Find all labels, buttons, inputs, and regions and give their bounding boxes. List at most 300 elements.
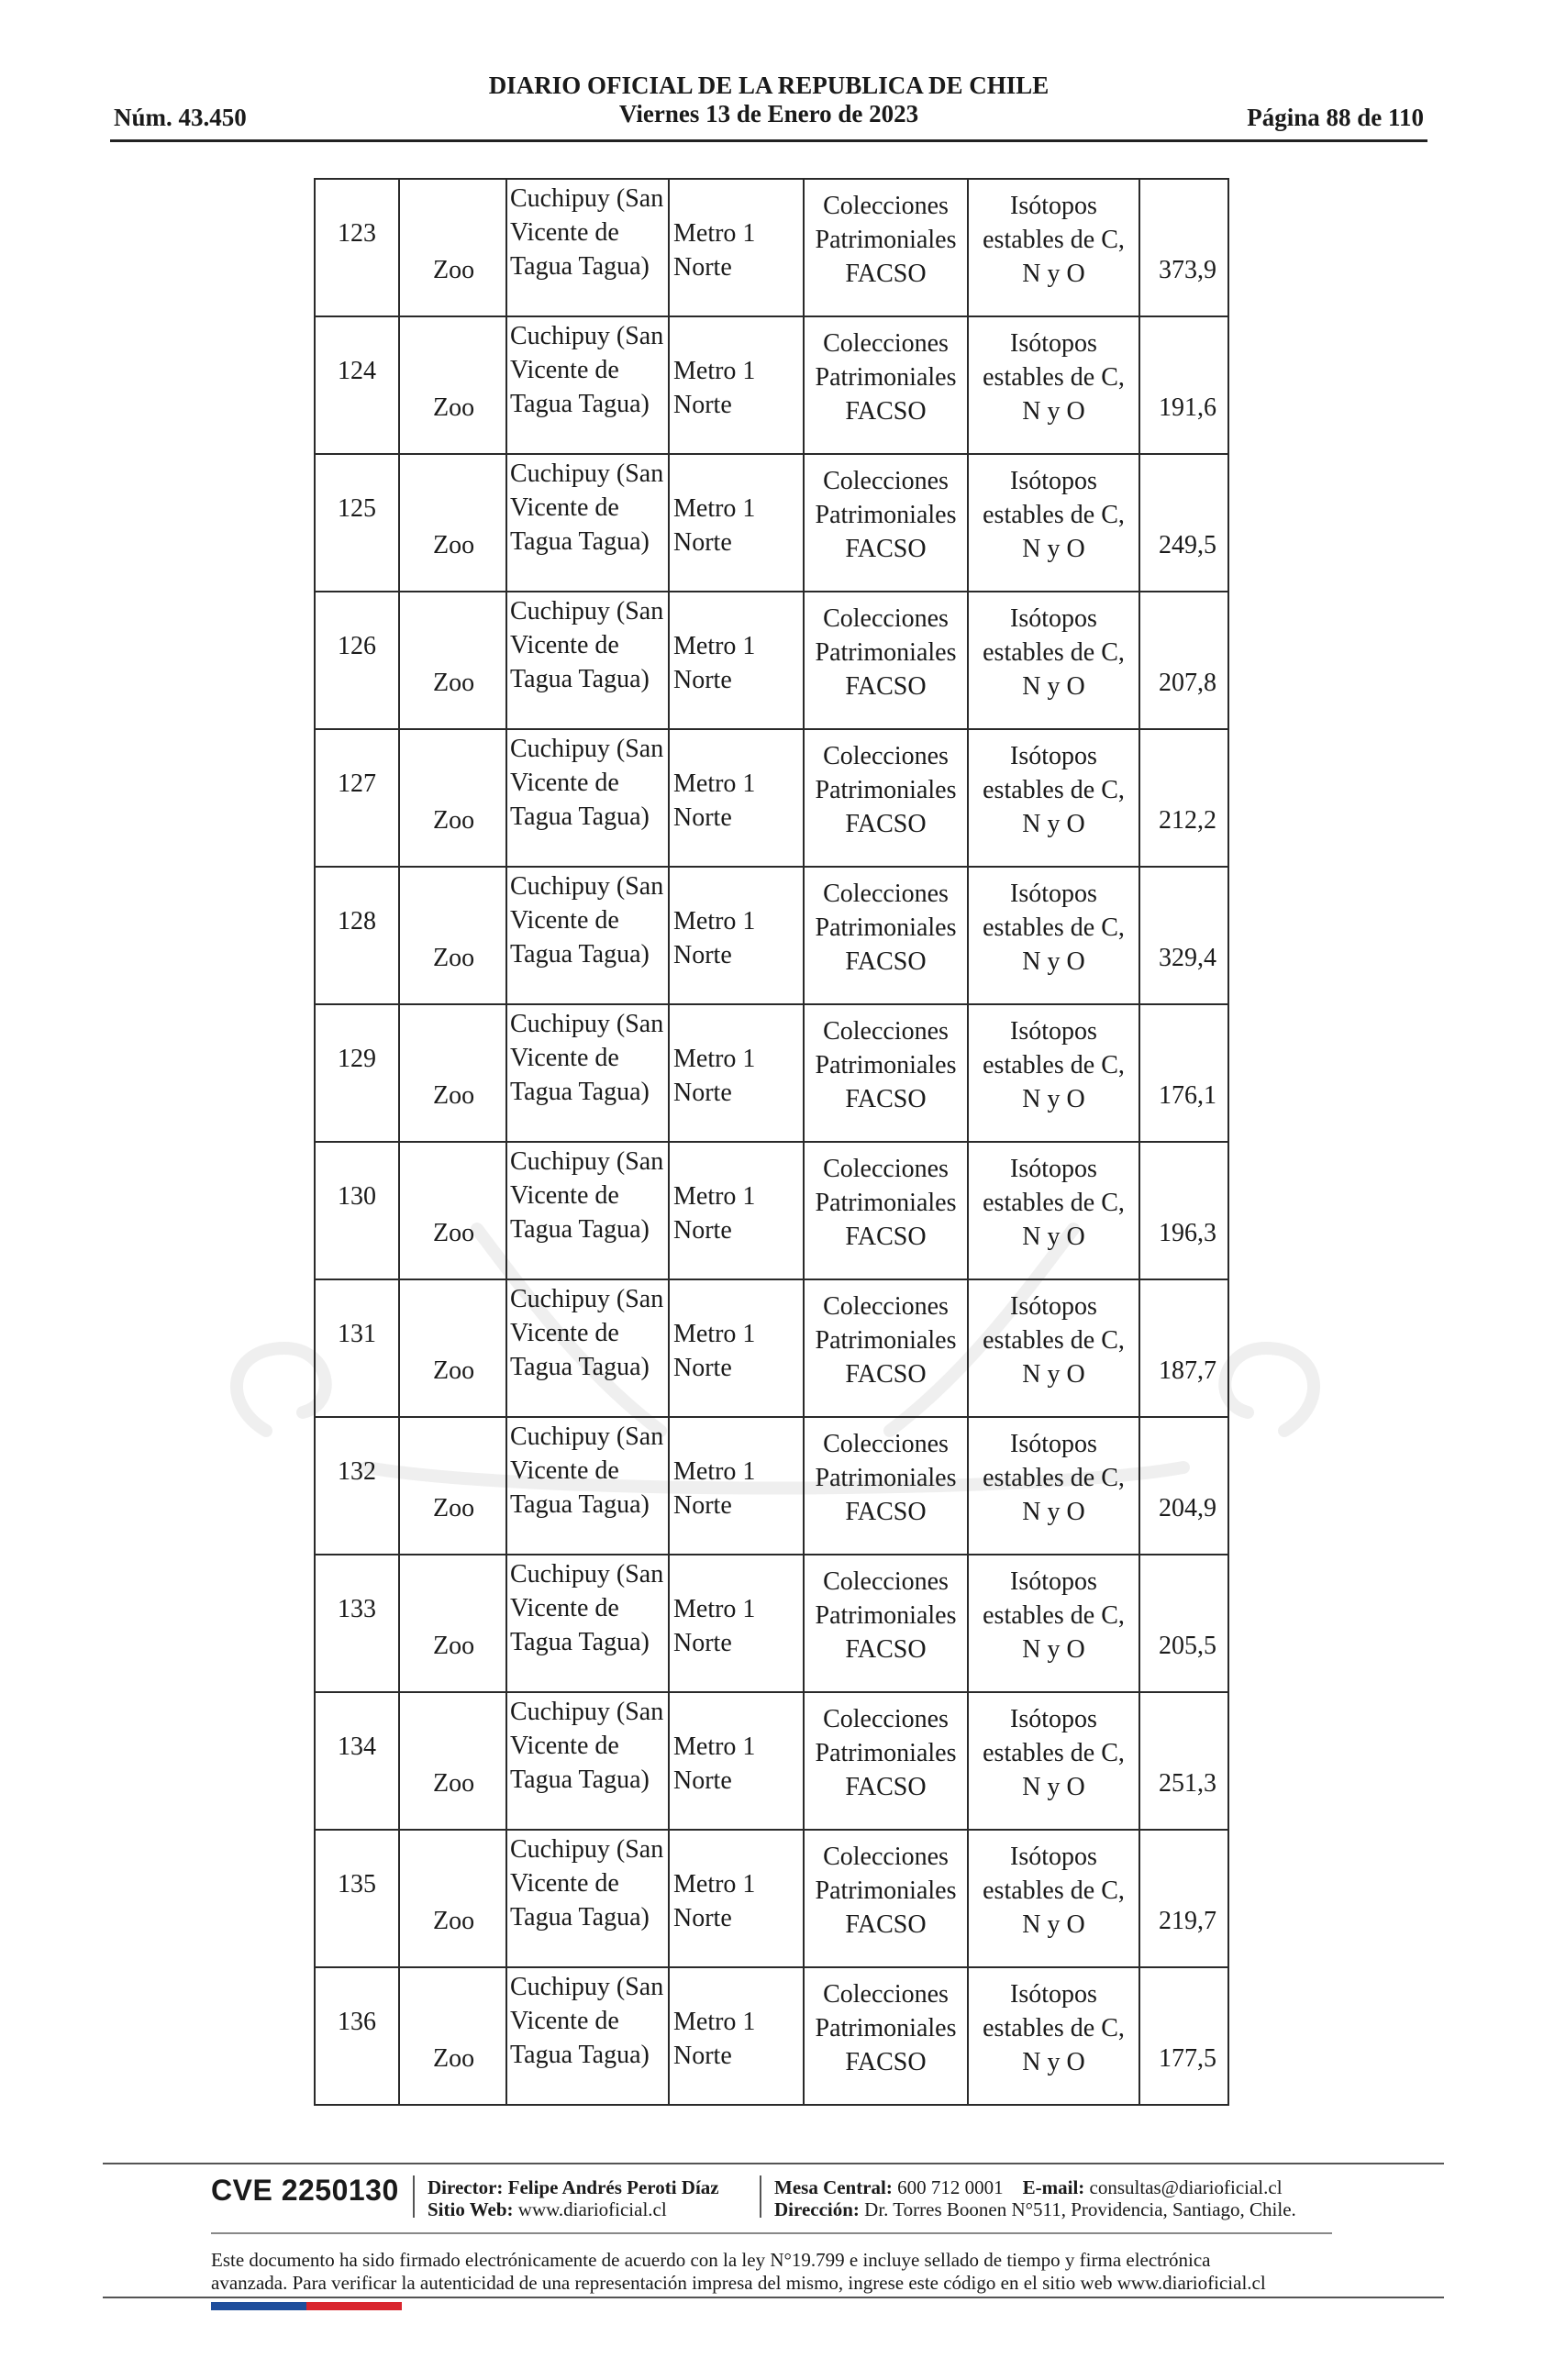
analysis-line: estables de C, [983, 501, 1125, 529]
specimen-value: 373,9 [1159, 256, 1216, 284]
collection-line: FACSO [845, 810, 927, 838]
page-number: Página 88 de 110 [1247, 104, 1424, 131]
analysis-line: Isótopos [1010, 1567, 1097, 1596]
specimen-number: 125 [338, 494, 376, 523]
location-line: Tagua Tagua) [510, 803, 650, 831]
cell-analysis [968, 1967, 1139, 2105]
cell-type [399, 592, 506, 729]
collection-line: FACSO [845, 535, 927, 563]
analysis-line: Isótopos [1010, 1155, 1097, 1183]
cell-number [315, 1142, 399, 1279]
cell-sector [669, 867, 804, 1004]
collection-line: Colecciones [823, 1705, 949, 1733]
cell-sector [669, 1279, 804, 1417]
specimen-type: Zoo [433, 1632, 475, 1660]
sector-line: Metro 1 [673, 1320, 756, 1348]
analysis-line: Isótopos [1010, 742, 1097, 770]
collection-line: Patrimoniales [815, 1464, 957, 1492]
collection-line: Colecciones [823, 329, 949, 358]
cell-analysis [968, 179, 1139, 316]
cell-type [399, 1830, 506, 1967]
sector-line: Metro 1 [673, 1870, 756, 1898]
table-row [315, 1555, 1228, 1692]
analysis-line: N y O [1022, 1635, 1085, 1664]
collection-line: FACSO [845, 672, 927, 701]
analysis-line: Isótopos [1010, 1843, 1097, 1871]
cell-location [506, 729, 669, 867]
cell-analysis [968, 316, 1139, 454]
specimen-type: Zoo [433, 1081, 475, 1110]
cell-type [399, 1555, 506, 1692]
table-row [315, 867, 1228, 1004]
address-value: Dr. Torres Boonen N°511, Providencia, Santiago, Chile. [864, 2198, 1296, 2220]
collection-line: Patrimoniales [815, 776, 957, 804]
collection-line: Colecciones [823, 1980, 949, 2009]
collection-line: Patrimoniales [815, 1876, 957, 1905]
location-line: Tagua Tagua) [510, 1215, 650, 1244]
collection-line: FACSO [845, 1085, 927, 1113]
collection-line: Colecciones [823, 1430, 949, 1458]
specimen-number: 132 [338, 1457, 376, 1486]
cve-code: CVE 2250130 [211, 2174, 399, 2207]
phone-value: 600 712 0001 [897, 2176, 1004, 2198]
masthead-date: Viernes 13 de Enero de 2023 [618, 100, 919, 127]
analysis-line: N y O [1022, 535, 1085, 563]
specimen-type: Zoo [433, 944, 475, 972]
cell-analysis [968, 729, 1139, 867]
location-line: Vicente de [510, 1869, 619, 1898]
cell-number [315, 316, 399, 454]
cell-number [315, 1555, 399, 1692]
location-line: Cuchipuy (San [510, 1010, 664, 1038]
specimen-value: 191,6 [1159, 393, 1216, 422]
specimen-number: 136 [338, 2008, 376, 2036]
cell-collection [804, 179, 968, 316]
cell-location [506, 1692, 669, 1830]
location-line: Tagua Tagua) [510, 1628, 650, 1656]
specimen-value: 176,1 [1159, 1081, 1216, 1110]
cell-analysis [968, 1692, 1139, 1830]
location-line: Tagua Tagua) [510, 390, 650, 418]
sector-line: Metro 1 [673, 907, 756, 935]
location-line: Vicente de [510, 2007, 619, 2035]
cell-location [506, 1830, 669, 1967]
analysis-line: Isótopos [1010, 1980, 1097, 2009]
location-line: Tagua Tagua) [510, 1490, 650, 1519]
specimen-type: Zoo [433, 1769, 475, 1798]
cell-number [315, 867, 399, 1004]
location-line: Tagua Tagua) [510, 1766, 650, 1794]
specimen-number: 131 [338, 1320, 376, 1348]
collection-line: Patrimoniales [815, 363, 957, 392]
table-row [315, 1279, 1228, 1417]
sector-line: Metro 1 [673, 1732, 756, 1761]
cell-location [506, 867, 669, 1004]
specimen-table [314, 178, 1229, 2106]
sector-line: Metro 1 [673, 769, 756, 798]
footer-rule-middle [211, 2232, 1332, 2234]
specimen-number: 129 [338, 1045, 376, 1073]
cell-sector [669, 1967, 804, 2105]
footer-separator-1 [413, 2175, 415, 2218]
specimen-value: 207,8 [1159, 669, 1216, 697]
location-line: Cuchipuy (San [510, 1973, 664, 2001]
location-line: Vicente de [510, 1044, 619, 1072]
collection-line: FACSO [845, 260, 927, 288]
analysis-line: N y O [1022, 672, 1085, 701]
sector-line: Metro 1 [673, 1045, 756, 1073]
specimen-type: Zoo [433, 1907, 475, 1935]
collection-line: Patrimoniales [815, 1189, 957, 1217]
specimen-value: 204,9 [1159, 1494, 1216, 1522]
specimen-number: 130 [338, 1182, 376, 1211]
cell-collection [804, 1142, 968, 1279]
sector-line: Norte [673, 666, 732, 694]
cell-analysis [968, 1417, 1139, 1555]
director-name: Felipe Andrés Peroti Díaz [507, 2176, 719, 2198]
collection-line: Colecciones [823, 467, 949, 495]
table-row [315, 1417, 1228, 1555]
cell-collection [804, 1830, 968, 1967]
analysis-line: Isótopos [1010, 467, 1097, 495]
cell-value [1139, 179, 1228, 316]
location-line: Vicente de [510, 1732, 619, 1760]
footer-separator-2 [760, 2175, 761, 2218]
collection-line: Patrimoniales [815, 1326, 957, 1355]
collection-line: Patrimoniales [815, 501, 957, 529]
cell-value [1139, 729, 1228, 867]
cell-value [1139, 1417, 1228, 1555]
cell-number [315, 1417, 399, 1555]
collection-line: Colecciones [823, 1292, 949, 1321]
location-line: Tagua Tagua) [510, 527, 650, 556]
location-line: Tagua Tagua) [510, 665, 650, 693]
location-line: Cuchipuy (San [510, 1147, 664, 1176]
location-line: Vicente de [510, 356, 619, 384]
analysis-line: estables de C, [983, 1464, 1125, 1492]
specimen-type: Zoo [433, 669, 475, 697]
collection-line: Colecciones [823, 880, 949, 908]
email-link[interactable]: consultas@diarioficial.cl [1089, 2176, 1283, 2198]
analysis-line: estables de C, [983, 1739, 1125, 1767]
location-line: Tagua Tagua) [510, 252, 650, 281]
sector-line: Metro 1 [673, 219, 756, 248]
location-line: Vicente de [510, 1181, 619, 1210]
analysis-line: estables de C, [983, 776, 1125, 804]
cell-location [506, 316, 669, 454]
specimen-value: 249,5 [1159, 531, 1216, 559]
collection-line: FACSO [845, 1360, 927, 1389]
analysis-line: estables de C, [983, 2014, 1125, 2042]
address-label: Dirección: [774, 2198, 860, 2220]
cell-analysis [968, 1830, 1139, 1967]
cell-collection [804, 454, 968, 592]
cell-collection [804, 1967, 968, 2105]
footer-rule-top [103, 2163, 1444, 2164]
page-header [110, 72, 1427, 142]
cell-sector [669, 1004, 804, 1142]
sector-line: Norte [673, 391, 732, 419]
collection-line: FACSO [845, 947, 927, 976]
cell-type [399, 179, 506, 316]
sector-line: Metro 1 [673, 1595, 756, 1623]
cell-sector [669, 592, 804, 729]
cell-type [399, 1967, 506, 2105]
analysis-line: N y O [1022, 2048, 1085, 2076]
contact-info [774, 2176, 1296, 2220]
location-line: Cuchipuy (San [510, 735, 664, 763]
cell-type [399, 867, 506, 1004]
location-line: Tagua Tagua) [510, 2041, 650, 2069]
footer-rule-bottom [103, 2297, 1444, 2298]
specimen-number: 128 [338, 907, 376, 935]
collection-line: Patrimoniales [815, 638, 957, 667]
analysis-line: estables de C, [983, 1876, 1125, 1905]
sector-line: Metro 1 [673, 494, 756, 523]
cell-sector [669, 1692, 804, 1830]
flag-red [306, 2302, 402, 2310]
analysis-line: N y O [1022, 947, 1085, 976]
sector-line: Norte [673, 1491, 732, 1520]
cell-sector [669, 316, 804, 454]
sector-line: Norte [673, 941, 732, 969]
location-line: Cuchipuy (San [510, 1698, 664, 1726]
analysis-line: Isótopos [1010, 1705, 1097, 1733]
analysis-line: N y O [1022, 260, 1085, 288]
table-row [315, 1142, 1228, 1279]
specimen-number: 134 [338, 1732, 376, 1761]
analysis-line: N y O [1022, 1360, 1085, 1389]
cell-value [1139, 1555, 1228, 1692]
cell-number [315, 1692, 399, 1830]
collection-line: FACSO [845, 1223, 927, 1251]
location-line: Cuchipuy (San [510, 1285, 664, 1313]
specimen-value: 187,7 [1159, 1356, 1216, 1385]
sector-line: Norte [673, 2042, 732, 2070]
site-label: Sitio Web: [428, 2198, 514, 2220]
cell-type [399, 729, 506, 867]
specimen-value: 177,5 [1159, 2044, 1216, 2073]
collection-line: Patrimoniales [815, 2014, 957, 2042]
cell-sector [669, 1142, 804, 1279]
director-label: Director: [428, 2176, 504, 2198]
cell-number [315, 1004, 399, 1142]
location-line: Vicente de [510, 906, 619, 935]
cell-type [399, 1142, 506, 1279]
site-link[interactable]: www.diarioficial.cl [517, 2198, 667, 2220]
sector-line: Norte [673, 1766, 732, 1795]
cell-value [1139, 592, 1228, 729]
specimen-type: Zoo [433, 806, 475, 835]
cell-value [1139, 454, 1228, 592]
location-line: Vicente de [510, 769, 619, 797]
cell-location [506, 1142, 669, 1279]
cell-analysis [968, 1004, 1139, 1142]
cell-value [1139, 1279, 1228, 1417]
specimen-type: Zoo [433, 2044, 475, 2073]
flag-blue [211, 2302, 306, 2310]
table-row [315, 592, 1228, 729]
cell-collection [804, 1692, 968, 1830]
specimen-type: Zoo [433, 256, 475, 284]
legal-notice [211, 2249, 1367, 2295]
collection-line: Patrimoniales [815, 1601, 957, 1630]
sector-line: Norte [673, 253, 732, 282]
cell-location [506, 1555, 669, 1692]
specimen-value: 219,7 [1159, 1907, 1216, 1935]
table-row [315, 179, 1228, 316]
cell-collection [804, 1417, 968, 1555]
collection-line: FACSO [845, 1498, 927, 1526]
sector-line: Metro 1 [673, 2008, 756, 2036]
location-line: Cuchipuy (San [510, 872, 664, 901]
cell-analysis [968, 1142, 1139, 1279]
cell-value [1139, 316, 1228, 454]
sector-line: Metro 1 [673, 1457, 756, 1486]
collection-line: FACSO [845, 1910, 927, 1939]
collection-line: Colecciones [823, 192, 949, 220]
legal-line-1: Este documento ha sido firmado electrónicamente de acuerdo con la ley N°19.799 e incluye sellado de tiempo y firma electrónica [211, 2249, 1211, 2271]
cell-analysis [968, 1555, 1139, 1692]
cell-location [506, 179, 669, 316]
cell-location [506, 1004, 669, 1142]
collection-line: FACSO [845, 397, 927, 426]
table-row [315, 1692, 1228, 1830]
analysis-line: N y O [1022, 397, 1085, 426]
collection-line: Colecciones [823, 742, 949, 770]
analysis-line: estables de C, [983, 1326, 1125, 1355]
collection-line: Patrimoniales [815, 226, 957, 254]
issue-number: Núm. 43.450 [114, 104, 247, 131]
location-line: Cuchipuy (San [510, 184, 664, 213]
cell-collection [804, 592, 968, 729]
analysis-line: N y O [1022, 1223, 1085, 1251]
collection-line: Colecciones [823, 1155, 949, 1183]
cell-location [506, 592, 669, 729]
analysis-line: estables de C, [983, 1601, 1125, 1630]
masthead-title: DIARIO OFICIAL DE LA REPUBLICA DE CHILE [488, 72, 1050, 99]
specimen-type: Zoo [433, 393, 475, 422]
table-row [315, 316, 1228, 454]
cell-number [315, 729, 399, 867]
sector-line: Norte [673, 1079, 732, 1107]
analysis-line: Isótopos [1010, 604, 1097, 633]
collection-line: Patrimoniales [815, 913, 957, 942]
cell-type [399, 454, 506, 592]
collection-line: FACSO [845, 2048, 927, 2076]
specimen-value: 329,4 [1159, 944, 1216, 972]
cell-number [315, 454, 399, 592]
specimen-number: 127 [338, 769, 376, 798]
location-line: Cuchipuy (San [510, 597, 664, 625]
collection-line: Colecciones [823, 1017, 949, 1046]
analysis-line: Isótopos [1010, 1017, 1097, 1046]
table-row [315, 729, 1228, 867]
cell-value [1139, 867, 1228, 1004]
table-row [315, 1967, 1228, 2105]
analysis-line: estables de C, [983, 1189, 1125, 1217]
cell-sector [669, 454, 804, 592]
cell-collection [804, 316, 968, 454]
sector-line: Metro 1 [673, 632, 756, 660]
cell-type [399, 316, 506, 454]
cell-number [315, 179, 399, 316]
analysis-line: N y O [1022, 1498, 1085, 1526]
analysis-line: Isótopos [1010, 880, 1097, 908]
cell-analysis [968, 454, 1139, 592]
sector-line: Norte [673, 803, 732, 832]
cell-value [1139, 1142, 1228, 1279]
cell-value [1139, 1830, 1228, 1967]
cell-number [315, 592, 399, 729]
analysis-line: estables de C, [983, 1051, 1125, 1079]
cell-analysis [968, 592, 1139, 729]
location-line: Tagua Tagua) [510, 940, 650, 969]
analysis-line: estables de C, [983, 226, 1125, 254]
email-label: E-mail: [1022, 2176, 1085, 2198]
cell-analysis [968, 1279, 1139, 1417]
location-line: Vicente de [510, 1594, 619, 1622]
sector-line: Norte [673, 1629, 732, 1657]
cell-number [315, 1279, 399, 1417]
analysis-line: N y O [1022, 1085, 1085, 1113]
sector-line: Norte [673, 1216, 732, 1245]
table-row [315, 1004, 1228, 1142]
cell-type [399, 1279, 506, 1417]
specimen-number: 124 [338, 357, 376, 385]
sector-line: Norte [673, 1904, 732, 1932]
cell-sector [669, 1555, 804, 1692]
collection-line: Colecciones [823, 1567, 949, 1596]
specimen-value: 196,3 [1159, 1219, 1216, 1247]
sector-line: Metro 1 [673, 1182, 756, 1211]
collection-line: Patrimoniales [815, 1739, 957, 1767]
collection-line: Patrimoniales [815, 1051, 957, 1079]
cell-analysis [968, 867, 1139, 1004]
cell-location [506, 1279, 669, 1417]
collection-line: FACSO [845, 1773, 927, 1801]
specimen-type: Zoo [433, 1494, 475, 1522]
specimen-number: 135 [338, 1870, 376, 1898]
location-line: Vicente de [510, 218, 619, 247]
cell-collection [804, 1004, 968, 1142]
location-line: Tagua Tagua) [510, 1353, 650, 1381]
collection-line: Colecciones [823, 1843, 949, 1871]
specimen-value: 205,5 [1159, 1632, 1216, 1660]
analysis-line: N y O [1022, 1910, 1085, 1939]
specimen-type: Zoo [433, 531, 475, 559]
location-line: Cuchipuy (San [510, 1835, 664, 1864]
specimen-number: 123 [338, 219, 376, 248]
analysis-line: estables de C, [983, 913, 1125, 942]
analysis-line: Isótopos [1010, 1292, 1097, 1321]
table-row [315, 1830, 1228, 1967]
analysis-line: Isótopos [1010, 329, 1097, 358]
cell-value [1139, 1004, 1228, 1142]
cell-type [399, 1004, 506, 1142]
analysis-line: Isótopos [1010, 192, 1097, 220]
location-line: Vicente de [510, 1456, 619, 1485]
cell-value [1139, 1692, 1228, 1830]
cell-sector [669, 729, 804, 867]
cell-number [315, 1830, 399, 1967]
location-line: Cuchipuy (San [510, 1560, 664, 1589]
location-line: Vicente de [510, 631, 619, 659]
specimen-type: Zoo [433, 1356, 475, 1385]
analysis-line: estables de C, [983, 638, 1125, 667]
cell-sector [669, 1830, 804, 1967]
masthead [110, 72, 1427, 128]
